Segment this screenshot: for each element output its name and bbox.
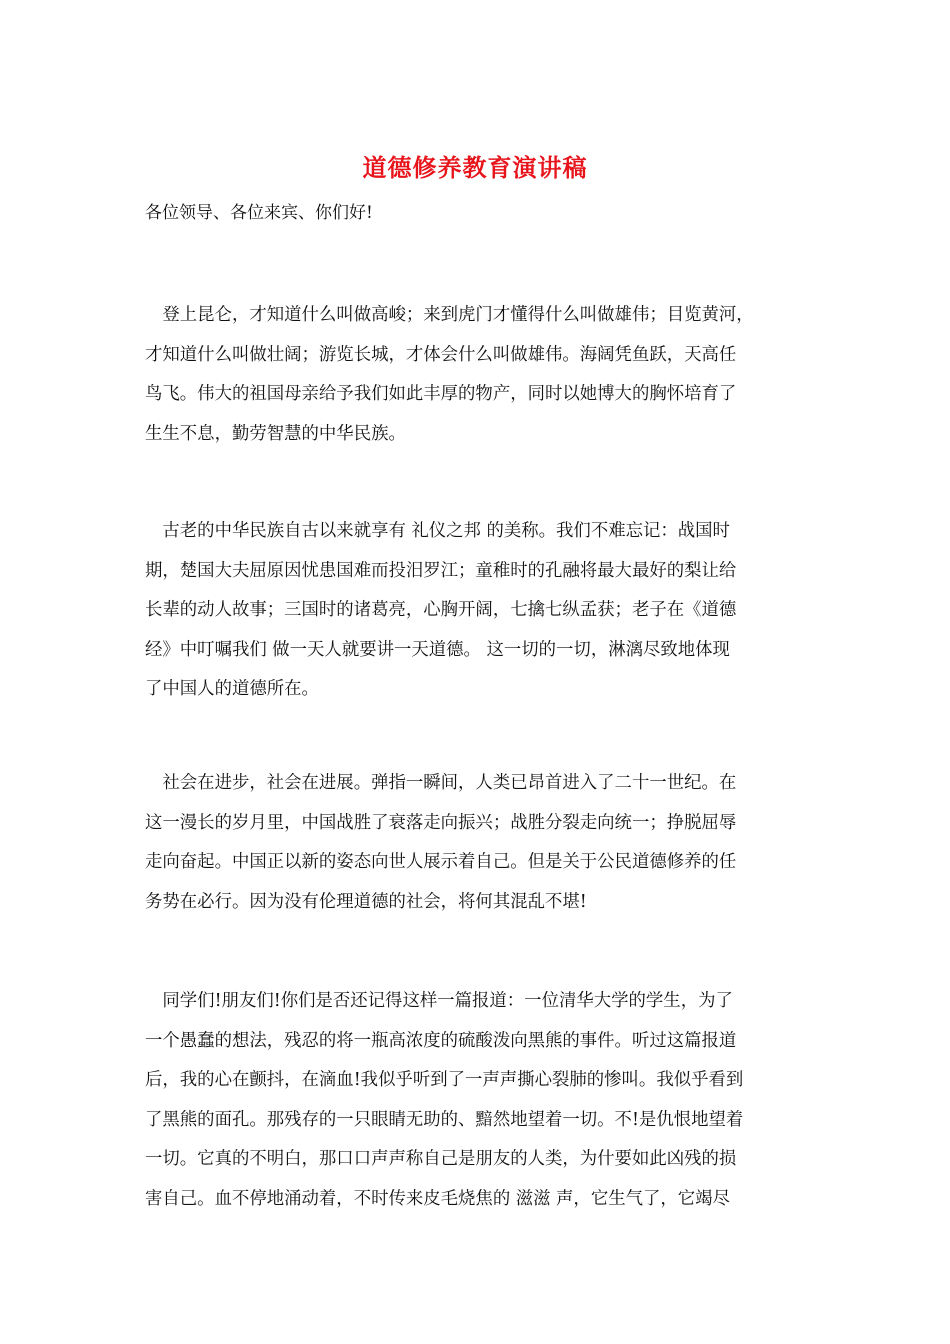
paragraph-line: 了中国人的道德所在。 — [145, 679, 319, 700]
paragraph-line: 了黑熊的面孔。那残存的一只眼睛无助的、黯然地望着一切。不!是仇恨地望着 — [145, 1109, 744, 1130]
paragraph-line: 同学们!朋友们!你们是否还记得这样一篇报道：一位清华大学的学生，为了 — [145, 991, 733, 1011]
paragraph-line: 才知道什么叫做壮阔；游览长城，才体会什么叫做雄伟。海阔凭鱼跃，天高任 — [145, 344, 737, 365]
greeting-line: 各位领导、各位来宾、你们好! — [145, 203, 373, 223]
paragraph-1 — [145, 296, 810, 454]
paragraph-3 — [145, 764, 810, 922]
paragraph-line: 经》中叮嘱我们 做一天人就要讲一天道德。 这一切的一切，淋漓尽致地体现 — [145, 639, 730, 660]
paragraph-line: 登上昆仑，才知道什么叫做高峻；来到虎门才懂得什么叫做雄伟；目览黄河， — [145, 305, 754, 325]
paragraph-line: 后，我的心在颤抖，在滴血!我似乎听到了一声声撕心裂肺的惨叫。我似乎看到 — [145, 1070, 744, 1091]
paragraph-2 — [145, 512, 810, 710]
paragraph-line: 鸟飞。伟大的祖国母亲给予我们如此丰厚的物产，同时以她博大的胸怀培育了 — [145, 384, 737, 405]
paragraph-line: 一切。它真的不明白，那口口声声称自己是朋友的人类，为什要如此凶残的损 — [145, 1149, 737, 1170]
paragraph-line: 走向奋起。中国正以新的姿态向世人展示着自己。但是关于公民道德修养的任 — [145, 852, 737, 873]
paragraph-line: 长辈的动人故事；三国时的诸葛亮，心胸开阔，七擒七纵孟获；老子在《道德 — [145, 600, 737, 621]
document-title: 道德修养教育演讲稿 — [362, 153, 588, 182]
paragraph-line: 务势在必行。因为没有伦理道德的社会，将何其混乱不堪! — [145, 891, 587, 912]
paragraph-line: 这一漫长的岁月里，中国战胜了衰落走向振兴；战胜分裂走向统一；挣脱屈辱 — [145, 812, 737, 833]
paragraph-line: 社会在进步，社会在进展。弹指一瞬间，人类已昂首进入了二十一世纪。在 — [145, 773, 737, 793]
paragraph-line: 生生不息，勤劳智慧的中华民族。 — [145, 423, 406, 444]
paragraph-4 — [145, 982, 810, 1220]
paragraph-line: 一个愚蠢的想法，残忍的将一瓶高浓度的硫酸泼向黑熊的事件。听过这篇报道 — [145, 1030, 737, 1051]
paragraph-line: 期，楚国大夫屈原因忧患国难而投汨罗江；童稚时的孔融将最大最好的梨让给 — [145, 560, 737, 581]
paragraph-line: 害自己。血不停地涌动着，不时传来皮毛烧焦的 滋滋 声，它生气了，它竭尽 — [145, 1188, 730, 1209]
paragraph-line: 古老的中华民族自古以来就享有 礼仪之邦 的美称。我们不难忘记：战国时 — [145, 521, 730, 541]
